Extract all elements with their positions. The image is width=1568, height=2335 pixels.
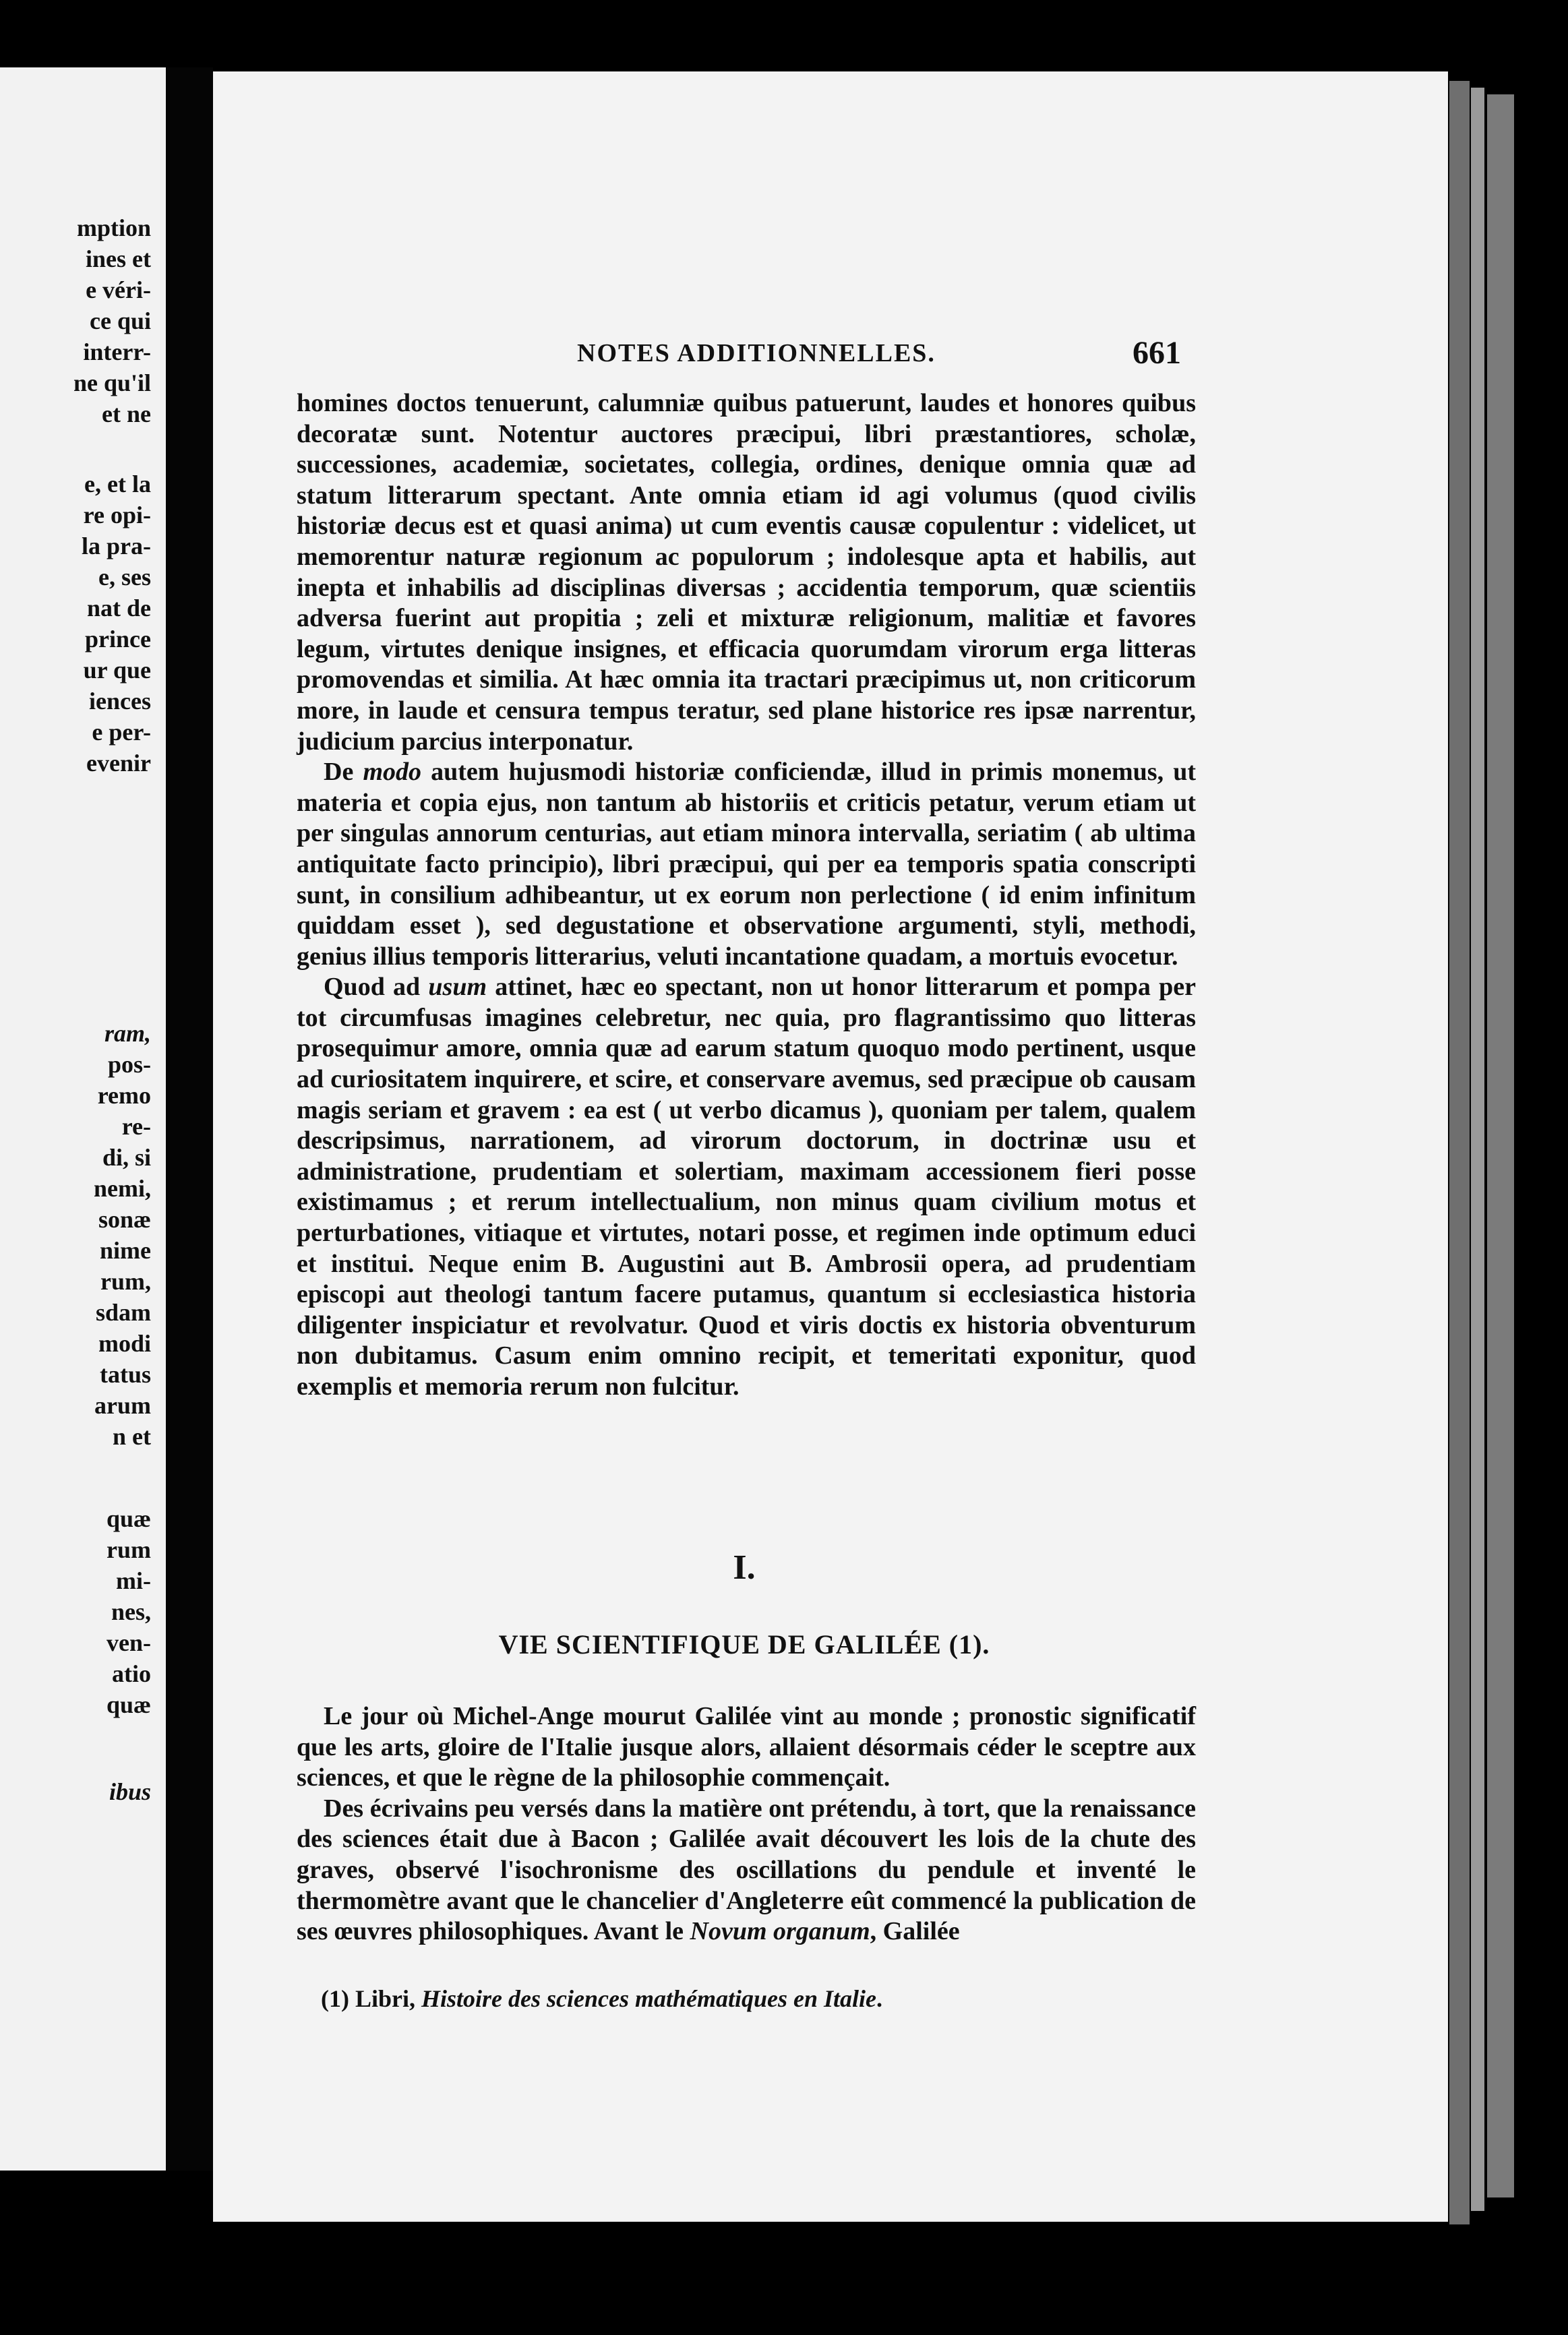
left-page-text-fragment: e, et la — [84, 471, 151, 497]
running-title: NOTES ADDITIONNELLES. — [577, 339, 936, 367]
left-page-text-fragment: tatus — [99, 1361, 151, 1388]
left-page-text-fragment: ibus — [109, 1778, 151, 1805]
left-page — [0, 67, 166, 2171]
paragraph: Le jour où Michel-Ange mourut Galilée vint au monde ; pronostic significatif que les arts, gloire de l'Italie jusque alors, allaient désormais céder le sceptre aux sciences, et que le règne de la philosophie commençait. — [297, 1702, 1196, 1792]
left-page-text-fragment: rum, — [100, 1268, 151, 1295]
footnote-title: Histoire des sciences mathématiques en Italie — [421, 1985, 876, 2012]
left-page-text-fragment: modi — [98, 1330, 151, 1357]
left-page-text-fragment: rum — [107, 1536, 151, 1563]
page-edge — [1487, 94, 1514, 2197]
left-page-text-fragment: e per- — [92, 719, 151, 746]
emphasis: usum — [428, 973, 487, 1002]
left-page-text-fragment: quæ — [106, 1691, 151, 1718]
page-number: 661 — [1133, 335, 1181, 371]
left-page-text-fragment: evenir — [86, 750, 151, 777]
left-page-text-fragment: arum — [94, 1392, 151, 1419]
left-page-text-fragment: mi- — [116, 1567, 151, 1594]
left-page-text-fragment: quæ — [106, 1505, 151, 1532]
left-page-text-fragment: ines et — [86, 245, 151, 272]
paragraph: De modo autem hujusmodi historiæ conficiendæ, illud in primis monemus, ut materia et copia ejus, non tantum ab historiis et criticis petatur, verum etiam ut per singulas annorum centurias, aut etiam minora intervalla, seriatim ( ab ultima antiquitate facto principio), libri præcipui, qui per ea temporis spatia conscripti sunt, in consilium adhibeantur, ut ex eorum non perlectione ( id enim infinitum quiddam esset ), sed degustatione et observatione argumenti, styli, methodi, genius illius temporis litterarius, veluti incantatione quadam, a mortuis evocetur. — [297, 758, 1197, 971]
left-page-text-fragment: interr- — [83, 338, 151, 365]
left-page-text-fragment: e véri- — [86, 276, 151, 303]
left-page-text-fragment: ce qui — [89, 307, 151, 334]
left-page-text-fragment: ur que — [83, 657, 151, 684]
left-page-text-fragment: re- — [121, 1113, 151, 1140]
paragraph: homines doctos tenuerunt, calumniæ quibus patuerunt, laudes et honores quibus decoratæ sunt. Notentur auctores præcipui, libri præstantiores, scholæ, successiones, academiæ, societates, collegia, ordines, denique omnia quæ ad statum litterarum spectant. Ante omnia etiam id agi volumus (quod civilis historiæ decus est et quasi anima) ut cum eventis causæ copulentur : videlicet, ut memorentur naturæ regionum ac populorum ; indolesque apta et habilis, aut inepta et inhabilis ad disciplinas diversas ; accidentia temporum, quæ scientiis adversa fuerint aut propitia ; zeli et mixturæ religionum, malitiæ et favores legum, virtutes denique insignes, et efficacia quorumdam virorum erga litteras promovendas et similia. At hæc omnia ita tractari præcipimus ut, non criticorum more, in laude et censura tempus teratur, sed plane historice res ipsæ narrentur, judicium parcius interponatur. — [297, 389, 1196, 756]
running-head — [213, 334, 1448, 375]
section-title: VIE SCIENTIFIQUE DE GALILÉE (1). — [498, 1629, 990, 1660]
page-edge — [1449, 81, 1470, 2224]
latin-passage — [297, 388, 1196, 1403]
left-page-text-fragment: et ne — [102, 400, 151, 427]
book-page — [213, 71, 1448, 2222]
footnote: (1) Libri, Histoire des sciences mathématiques en Italie. — [321, 1985, 882, 2012]
left-page-text-fragment: pos- — [107, 1051, 151, 1078]
section-numeral: I. — [733, 1548, 756, 1587]
left-page-text-fragment: n et — [113, 1423, 151, 1450]
left-page-text-fragment: re opi- — [83, 502, 151, 528]
emphasis: modo — [363, 758, 421, 787]
book-gutter — [166, 67, 213, 2171]
left-page-text-fragment: sdam — [95, 1299, 151, 1326]
left-page-text-fragment: ven- — [107, 1629, 151, 1656]
left-page-text-fragment: remo — [97, 1082, 151, 1109]
page-edge — [1471, 88, 1484, 2211]
left-page-text-fragment: ram, — [104, 1020, 151, 1047]
french-passage — [297, 1701, 1196, 1947]
emphasis: Novum organum — [690, 1917, 870, 1946]
left-page-text-fragment: nemi, — [94, 1175, 151, 1202]
left-page-text-fragment: nime — [100, 1237, 151, 1264]
left-page-text-fragment: nat de — [86, 595, 151, 621]
left-page-text-fragment: prince — [85, 626, 151, 653]
left-page-text-fragment: mption — [76, 214, 151, 241]
left-page-text-fragment: iences — [89, 688, 151, 715]
left-page-text-fragment: la pra- — [82, 533, 151, 559]
paragraph: Quod ad usum attinet, hæc eo spectant, non ut honor litterarum et pompa per tot circumfusas imagines celebretur, nec quia, pro flagrantissimo quo litteras prosequimur amore, omnia quæ ad earum statum quoquo modo pertinent, usque ad curiositatem inquirere, et scire, et conservare avemus, sed præcipue ob causam magis seriam et gravem : ea est ( ut verbo dicamus ), quoniam per talem, qualem descripsimus, narrationem, ad virorum doctorum, in doctrinæ usu et administratione, prudentiam et solertiam, maximam accessionem fieri posse existimamus ; et rerum intellectualium, non minus quam civilium motus et perturbationes, vitiaque et virtutes, notari posse, et regimen inde optimum educi et institui. Neque enim B. Augustini aut B. Ambrosii opera, ad prudentiam episcopi aut theologi tantum facere putamus, quantum si ecclesiastica historia diligenter inspiciatur et revolvatur. Quod et viris doctis ex historia obventurum non dubitamus. Casum enim omnino recipit, et temeritati exponitur, quod exemplis et memoria rerum non fulcitur. — [297, 973, 1196, 1401]
left-page-text-fragment: e, ses — [98, 564, 151, 590]
left-page-text-fragment: ne qu'il — [73, 369, 151, 396]
left-page-text-fragment: di, si — [102, 1144, 151, 1171]
left-page-text-fragment: nes, — [111, 1598, 151, 1625]
left-page-text-fragment: sonæ — [98, 1206, 151, 1233]
left-page-text-fragment: atio — [112, 1660, 151, 1687]
paragraph: Des écrivains peu versés dans la matière ont prétendu, à tort, que la renaissance des sciences était due à Bacon ; Galilée avait découvert les lois de la chute des graves, observé l'isochronisme des oscillations du pendule et inventé le thermomètre avant que le chancelier d'Angleterre eût commencé la publication de ses œuvres philosophiques. Avant le Novum organum, Galilée — [297, 1794, 1196, 1946]
